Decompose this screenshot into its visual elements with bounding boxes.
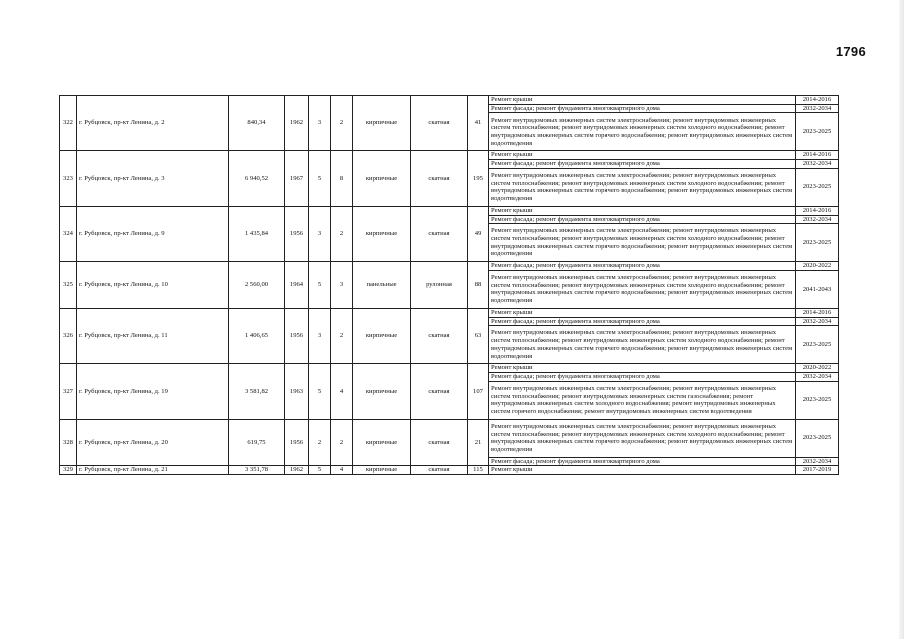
year-cell: 1964	[285, 262, 309, 309]
apartments-cell: 49	[468, 206, 489, 261]
work-period-cell: 2023-2025	[796, 419, 839, 457]
roof-type-cell: скатная	[411, 419, 468, 466]
entrances-cell: 4	[331, 364, 353, 419]
work-period-cell: 2014-2016	[796, 96, 839, 105]
entrances-cell: 2	[331, 419, 353, 466]
roof-type-cell: рулонная	[411, 262, 468, 309]
wall-material-cell: кирпичные	[353, 206, 411, 261]
year-cell: 1956	[285, 419, 309, 466]
area-cell: 2 560,00	[229, 262, 285, 309]
area-cell: 1 435,84	[229, 206, 285, 261]
work-description-cell: Ремонт фасада; ремонт фундамента многоквартирного дома	[489, 317, 796, 326]
work-period-cell: 2041-2043	[796, 270, 839, 308]
work-period-cell: 2032-2034	[796, 317, 839, 326]
apartments-cell: 107	[468, 364, 489, 419]
apartments-cell: 115	[468, 466, 489, 475]
work-period-cell: 2032-2034	[796, 160, 839, 169]
address-cell: г. Рубцовск, пр-кт Ленина, д. 20	[77, 419, 229, 466]
work-period-cell: 2020-2022	[796, 262, 839, 271]
year-cell: 1962	[285, 466, 309, 475]
work-description-cell: Ремонт крыши	[489, 308, 796, 317]
work-description-cell: Ремонт внутридомовых инженерных систем электроснабжения; ремонт внутридомовых инженерных систем теплоснабжения; ремонт внутридомовых инженерных систем холодного водоснабжения; ремонт внутридомовых инженерных систем горячего водоснабжения; ремонт внутридомовых инженерных систем водоотведения	[489, 168, 796, 206]
table-row	[60, 206, 839, 215]
floors-cell: 2	[309, 419, 331, 466]
work-description-cell: Ремонт внутридомовых инженерных систем электроснабжения; ремонт внутридомовых инженерных систем теплоснабжения; ремонт внутридомовых инженерных систем газоснабжения; ремонт внутридомовых инженерных систем холодного водоснабжения; ремонт внутридомовых инженерных систем горячего водоснабжения; ремонт внутридомовых инженерных систем водоотведения	[489, 381, 796, 419]
row-number: 326	[60, 308, 77, 363]
entrances-cell: 8	[331, 151, 353, 206]
work-description-cell: Ремонт внутридомовых инженерных систем электроснабжения; ремонт внутридомовых инженерных систем теплоснабжения; ремонт внутридомовых инженерных систем холодного водоснабжения; ремонт внутридомовых инженерных систем горячего водоснабжения; ремонт внутридомовых инженерных систем водоотведения	[489, 326, 796, 364]
area-cell: 840,34	[229, 96, 285, 151]
work-description-cell: Ремонт крыши	[489, 206, 796, 215]
floors-cell: 5	[309, 151, 331, 206]
address-cell: г. Рубцовск, пр-кт Ленина, д. 10	[77, 262, 229, 309]
roof-type-cell: скатная	[411, 96, 468, 151]
wall-material-cell: кирпичные	[353, 419, 411, 466]
year-cell: 1967	[285, 151, 309, 206]
entrances-cell: 2	[331, 206, 353, 261]
work-period-cell: 2032-2034	[796, 215, 839, 224]
work-period-cell: 2014-2016	[796, 206, 839, 215]
work-description-cell: Ремонт фасада; ремонт фундамента многоквартирного дома	[489, 104, 796, 113]
work-period-cell: 2032-2034	[796, 457, 839, 466]
apartments-cell: 41	[468, 96, 489, 151]
year-cell: 1962	[285, 96, 309, 151]
work-description-cell: Ремонт внутридомовых инженерных систем электроснабжения; ремонт внутридомовых инженерных систем теплоснабжения; ремонт внутридомовых инженерных систем холодного водоснабжения; ремонт внутридомовых инженерных систем горячего водоснабжения; ремонт внутридомовых инженерных систем водоотведения	[489, 270, 796, 308]
address-cell: г. Рубцовск, пр-кт Ленина, д. 21	[77, 466, 229, 475]
table-row	[60, 419, 839, 457]
table-row	[60, 151, 839, 160]
table-row	[60, 308, 839, 317]
area-cell: 619,75	[229, 419, 285, 466]
wall-material-cell: кирпичные	[353, 151, 411, 206]
apartments-cell: 88	[468, 262, 489, 309]
row-number: 323	[60, 151, 77, 206]
area-cell: 1 406,65	[229, 308, 285, 363]
area-cell: 6 940,52	[229, 151, 285, 206]
floors-cell: 5	[309, 262, 331, 309]
work-description-cell: Ремонт внутридомовых инженерных систем электроснабжения; ремонт внутридомовых инженерных систем теплоснабжения; ремонт внутридомовых инженерных систем холодного водоснабжения; ремонт внутридомовых инженерных систем горячего водоснабжения; ремонт внутридомовых инженерных систем водоотведения	[489, 419, 796, 457]
work-period-cell: 2032-2034	[796, 373, 839, 382]
page-number: 1796	[835, 44, 866, 59]
entrances-cell: 3	[331, 262, 353, 309]
entrances-cell: 2	[331, 308, 353, 363]
apartments-cell: 21	[468, 419, 489, 466]
row-number: 324	[60, 206, 77, 261]
roof-type-cell: скатная	[411, 364, 468, 419]
address-cell: г. Рубцовск, пр-кт Ленина, д. 11	[77, 308, 229, 363]
area-cell: 3 351,78	[229, 466, 285, 475]
roof-type-cell: скатная	[411, 466, 468, 475]
floors-cell: 5	[309, 364, 331, 419]
row-number: 328	[60, 419, 77, 466]
work-description-cell: Ремонт фасада; ремонт фундамента многоквартирного дома	[489, 160, 796, 169]
wall-material-cell: кирпичные	[353, 96, 411, 151]
table-body	[60, 96, 839, 475]
work-period-cell: 2032-2034	[796, 104, 839, 113]
scan-edge	[899, 0, 904, 639]
work-description-cell: Ремонт внутридомовых инженерных систем электроснабжения; ремонт внутридомовых инженерных систем теплоснабжения; ремонт внутридомовых инженерных систем холодного водоснабжения; ремонт внутридомовых инженерных систем горячего водоснабжения; ремонт внутридомовых инженерных систем водоотведения	[489, 113, 796, 151]
work-description-cell: Ремонт фасада; ремонт фундамента многоквартирного дома	[489, 457, 796, 466]
row-number: 322	[60, 96, 77, 151]
roof-type-cell: скатная	[411, 151, 468, 206]
work-description-cell: Ремонт фасада; ремонт фундамента многоквартирного дома	[489, 262, 796, 271]
entrances-cell: 2	[331, 96, 353, 151]
roof-type-cell: скатная	[411, 206, 468, 261]
roof-type-cell: скатная	[411, 308, 468, 363]
work-period-cell: 2014-2016	[796, 308, 839, 317]
address-cell: г. Рубцовск, пр-кт Ленина, д. 3	[77, 151, 229, 206]
row-number: 325	[60, 262, 77, 309]
area-cell: 3 581,82	[229, 364, 285, 419]
work-period-cell: 2023-2025	[796, 168, 839, 206]
floors-cell: 3	[309, 96, 331, 151]
floors-cell: 3	[309, 206, 331, 261]
wall-material-cell: панельные	[353, 262, 411, 309]
table-row	[60, 262, 839, 271]
entrances-cell: 4	[331, 466, 353, 475]
address-cell: г. Рубцовск, пр-кт Ленина, д. 19	[77, 364, 229, 419]
table-row	[60, 466, 839, 475]
row-number: 329	[60, 466, 77, 475]
work-description-cell: Ремонт крыши	[489, 364, 796, 373]
floors-cell: 5	[309, 466, 331, 475]
apartments-cell: 195	[468, 151, 489, 206]
work-description-cell: Ремонт крыши	[489, 96, 796, 105]
housing-repair-table	[59, 95, 839, 475]
table-row	[60, 96, 839, 105]
year-cell: 1963	[285, 364, 309, 419]
row-number: 327	[60, 364, 77, 419]
work-description-cell: Ремонт фасада; ремонт фундамента многоквартирного дома	[489, 215, 796, 224]
apartments-cell: 63	[468, 308, 489, 363]
floors-cell: 3	[309, 308, 331, 363]
work-period-cell: 2014-2016	[796, 151, 839, 160]
work-description-cell: Ремонт крыши	[489, 466, 796, 475]
work-description-cell: Ремонт крыши	[489, 151, 796, 160]
work-period-cell: 2023-2025	[796, 326, 839, 364]
work-period-cell: 2023-2025	[796, 381, 839, 419]
address-cell: г. Рубцовск, пр-кт Ленина, д. 9	[77, 206, 229, 261]
work-period-cell: 2023-2025	[796, 113, 839, 151]
work-period-cell: 2020-2022	[796, 364, 839, 373]
table-row	[60, 364, 839, 373]
work-description-cell: Ремонт внутридомовых инженерных систем электроснабжения; ремонт внутридомовых инженерных систем теплоснабжения; ремонт внутридомовых инженерных систем холодного водоснабжения; ремонт внутридомовых инженерных систем горячего водоснабжения; ремонт внутридомовых инженерных систем водоотведения	[489, 224, 796, 262]
year-cell: 1956	[285, 206, 309, 261]
work-period-cell: 2023-2025	[796, 224, 839, 262]
work-period-cell: 2017-2019	[796, 466, 839, 475]
wall-material-cell: кирпичные	[353, 466, 411, 475]
work-description-cell: Ремонт фасада; ремонт фундамента многоквартирного дома	[489, 373, 796, 382]
address-cell: г. Рубцовск, пр-кт Ленина, д. 2	[77, 96, 229, 151]
wall-material-cell: кирпичные	[353, 364, 411, 419]
wall-material-cell: кирпичные	[353, 308, 411, 363]
year-cell: 1956	[285, 308, 309, 363]
